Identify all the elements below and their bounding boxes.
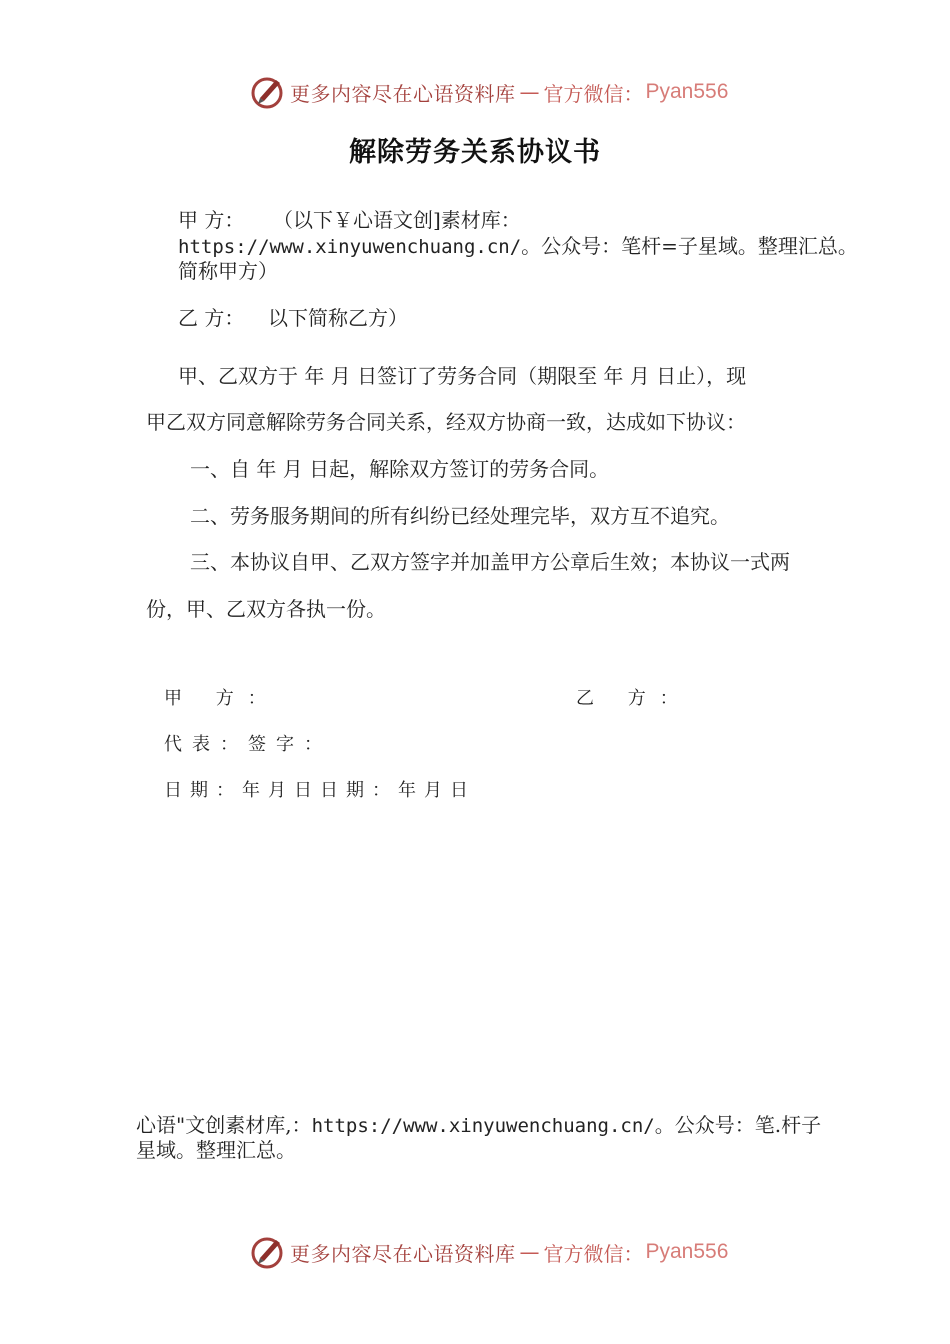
party-a-line2-rest: 。公众号：笔杆=子星域。整理汇总。: [521, 234, 858, 258]
clause-2: 二、劳务服务期间的所有纠纷已经处理完毕，双方互不追究。: [190, 504, 730, 528]
watermark-banner-bottom: [250, 1232, 750, 1272]
footer-line1-post: 。公众号：笔.杆子: [654, 1113, 822, 1137]
party-b-label: 乙 方：: [178, 306, 245, 330]
party-a-url: https://www.xinyuwenchuang.cn/: [178, 236, 522, 258]
banner-wechat-label: 官方微信：: [543, 81, 644, 106]
banner-wechat-label: 官方微信：: [543, 1241, 644, 1266]
body-para1-line1: 甲、乙双方于 年 月 日签订了劳务合同（期限至 年 月 日止），现: [178, 364, 747, 388]
signature-party-a: 甲 方：: [164, 688, 280, 709]
footer-url: https://www.xinyuwenchuang.cn/: [311, 1115, 655, 1137]
banner-wechat-id: Pyan556: [645, 1240, 729, 1263]
footer-line2: 星域。整理汇总。: [136, 1138, 296, 1162]
clause-3-line1: 三、本协议自甲、乙双方签字并加盖甲方公章后生效；本协议一式两: [190, 550, 790, 574]
banner-text: 更多内容尽在心语资料库: [290, 81, 516, 106]
party-a-line3: 简称甲方）: [178, 259, 278, 283]
banner-wechat-id: Pyan556: [645, 80, 729, 103]
banner-dash: —: [519, 1240, 540, 1264]
banner-text: 更多内容尽在心语资料库: [290, 1241, 516, 1266]
document-title: 解除劳务关系协议书: [349, 137, 601, 168]
pen-logo-icon: [250, 1234, 286, 1270]
watermark-banner-top: [250, 72, 750, 112]
party-a-line2: [178, 234, 858, 259]
pen-logo-icon: [250, 74, 286, 110]
body-para1-line2: 甲乙双方同意解除劳务合同关系，经双方协商一致，达成如下协议：: [146, 410, 746, 434]
footer-line1-pre: 心语"文创素材库,：: [136, 1113, 312, 1137]
party-a-label: 甲 方：: [178, 208, 245, 232]
signature-date: 日期：年月日日期：年月日: [164, 780, 476, 801]
clause-3-line2: 份，甲、乙双方各执一份。: [146, 597, 386, 621]
signature-party-b: 乙 方：: [576, 688, 692, 709]
footer-line1: [136, 1113, 821, 1138]
party-a-line1: （以下￥心语文创]素材库：: [273, 208, 521, 232]
party-b-text: 以下简称乙方）: [268, 306, 408, 330]
banner-dash: —: [519, 80, 540, 104]
signature-representative: 代表：签字：: [164, 734, 332, 755]
clause-1: 一、自 年 月 日起，解除双方签订的劳务合同。: [190, 457, 610, 481]
